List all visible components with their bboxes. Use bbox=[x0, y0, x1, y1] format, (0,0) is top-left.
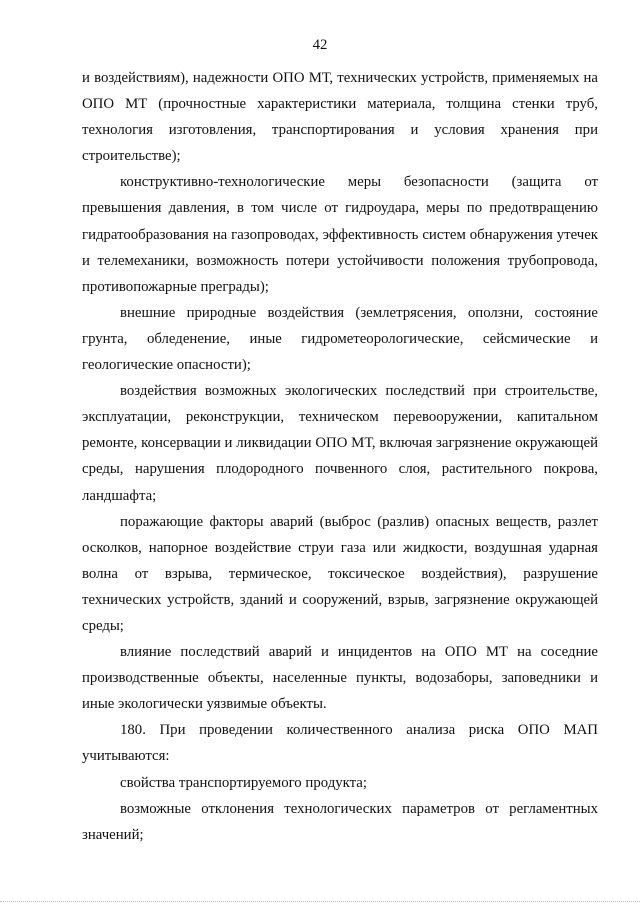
paragraph-product-properties: свойства транспортируемого продукта; bbox=[120, 774, 367, 791]
paragraph-environmental-consequences: воздействия возможных экологических последствий при строительстве, эксплуатации, реконструкции, техническом перевооружении, капитальном ремонте, консервации и ликвидации ОПО МТ, включая загрязнение окружающей среды, нарушения плодородного почвенного слоя, растительного покрова, ландшафта; bbox=[82, 383, 598, 504]
paragraph-design-safety-measures: конструктивно-технологические меры безопасности (защита от превышения давления, в том числе от гидроудара, меры по предотвращению гидратообразования на газопроводах, эффективность систем обнаружения утечек и телемеханики, возможность потери устойчивости положения трубопровода, противопожарные преграды); bbox=[82, 174, 598, 295]
paragraph-accident-impact-on-neighbors: влияние последствий аварий и инцидентов на ОПО МТ на соседние производственные объекты, населенные пункты, водозаборы, заповедники и иные экологически уязвимые объекты. bbox=[82, 644, 598, 713]
paragraph-parameter-deviations: возможные отклонения технологических параметров от регламентных значений; bbox=[82, 800, 598, 843]
document-body bbox=[82, 65, 598, 848]
paragraph-continuation: и воздействиям), надежности ОПО МТ, технических устройств, применяемых на ОПО МТ (прочностные характеристики материала, толщина стенки труб, технология изготовления, транспортирования и условия хранения при строительстве); bbox=[82, 70, 598, 165]
paragraph-natural-impacts: внешние природные воздействия (землетрясения, оползни, состояние грунта, обледенение, иные гидрометеорологические, сейсмические и геологические опасности); bbox=[82, 304, 598, 374]
scan-bottom-edge bbox=[0, 901, 640, 905]
paragraph-clause-180: 180. При проведении количественного анализа риска ОПО МАП учитываются: bbox=[82, 722, 598, 765]
page-number: 42 bbox=[312, 37, 328, 53]
paragraph-accident-damage-factors: поражающие факторы аварий (выброс (разлив) опасных веществ, разлет осколков, напорное воздействие струи газа или жидкости, воздушная ударная волна от взрыва, термическое, токсическое воздействия), разрушение технических устройств, зданий и сооружений, взрыв, загрязнение окружающей среды; bbox=[82, 513, 598, 634]
